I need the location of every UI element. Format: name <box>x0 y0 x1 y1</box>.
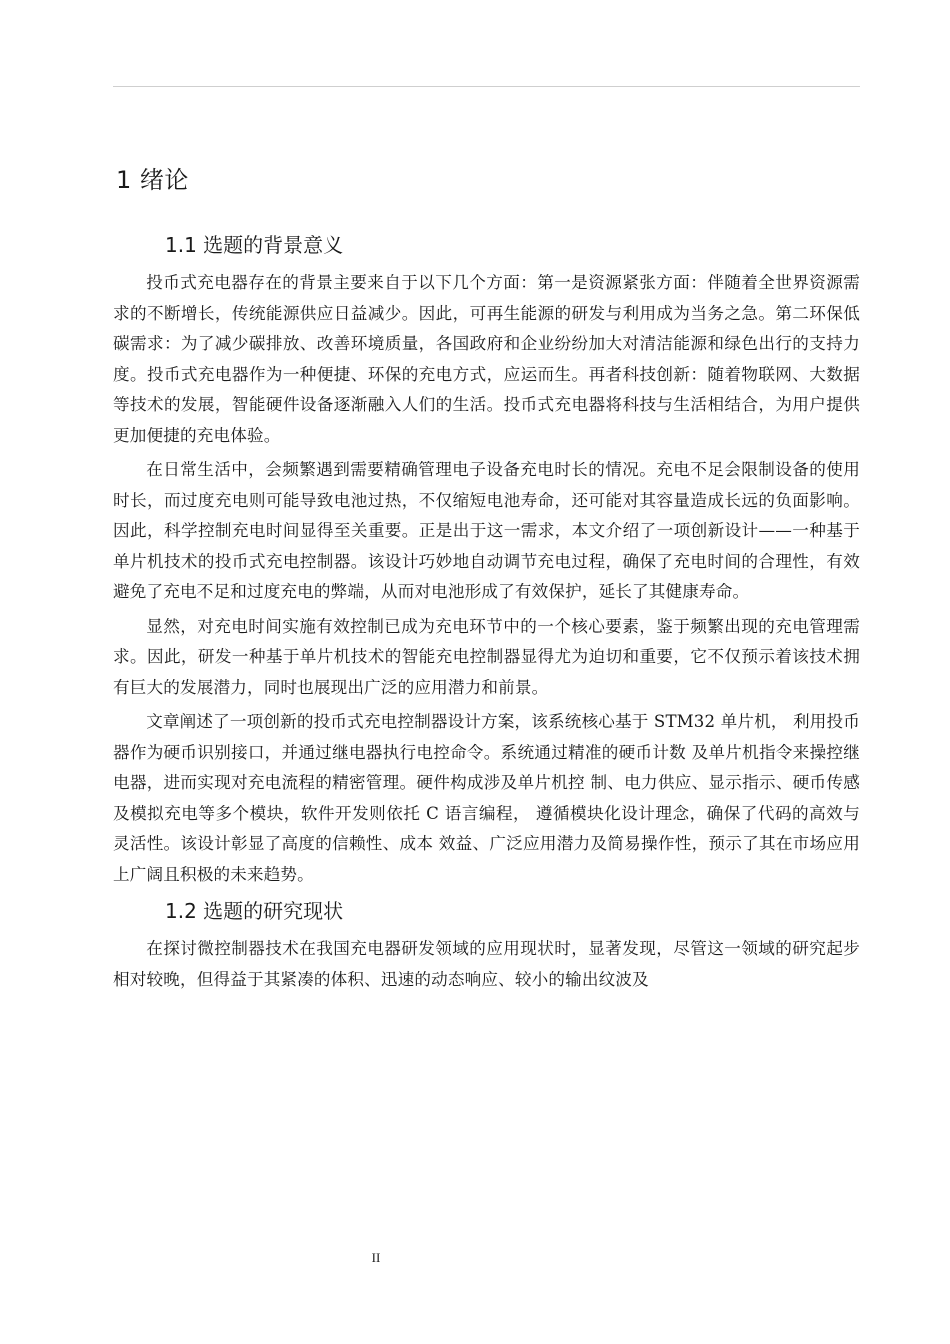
header-rule <box>113 86 860 87</box>
paragraph: 在探讨微控制器技术在我国充电器研发领域的应用现状时，显著发现，尽管这一领域的研究起步相对较晚，但得益于其紧凑的体积、迅速的动态响应、较小的输出纹波及 <box>113 939 860 989</box>
paragraph: 在日常生活中，会频繁遇到需要精确管理电子设备充电时长的情况。充电不足会限制设备的使用时长，而过度充电则可能导致电池过热，不仅缩短电池寿命，还可能对其容量造成长远的负面影响。因此，科学控制充电时间显得至关重要。正是出于这一需求，本文介绍了一项创新设计——一种基于单片机技术的投币式充电控制器。该设计巧妙地自动调节充电过程，确保了充电时间的合理性，有效避免了充电不足和过度充电的弊端，从而对电池形成了有效保护，延长了其健康寿命。 <box>113 460 860 601</box>
paragraph: 显然，对充电时间实施有效控制已成为充电环节中的一个核心要素，鉴于频繁出现的充电管理需求。因此，研发一种基于单片机技术的智能充电控制器显得尤为迫切和重要，它不仅预示着该技术拥有巨大的发展潜力，同时也展现出广泛的应用潜力和前景。 <box>113 616 860 697</box>
section-title-1-2: 1.2 选题的研究现状 <box>165 899 344 923</box>
section-title-1-1: 1.1 选题的背景意义 <box>165 233 344 257</box>
chapter-title: 1 绪论 <box>116 166 189 194</box>
page-body <box>113 160 860 999</box>
page-number: II <box>371 1250 381 1265</box>
paragraph: 投币式充电器存在的背景主要来自于以下几个方面：第一是资源紧张方面：伴随着全世界资源需求的不断增长，传统能源供应日益减少。因此，可再生能源的研发与利用成为当务之急。第二环保低碳需求：为了减少碳排放、改善环境质量，各国政府和企业纷纷加大对清洁能源和绿色出行的支持力度。投币式充电器作为一种便捷、环保的充电方式，应运而生。再者科技创新：随着物联网、大数据等技术的发展，智能硬件设备逐渐融入人们的生活。投币式充电器将科技与生活相结合，为用户提供更加便捷的充电体验。 <box>113 273 860 445</box>
paragraph: 文章阐述了一项创新的投币式充电控制器设计方案，该系统核心基于 STM32 单片机， 利用投币器作为硬币识别接口，并通过继电器执行电控命令。系统通过精准的硬币计数 及单片机指令来操控继电器，进而实现对充电流程的精密管理。硬件构成涉及单片机控 制、电力供应、显示指示、硬币传感及模拟充电等多个模块，软件开发则依托 C 语言编程， 遵循模块化设计理念，确保了代码的高效与灵活性。该设计彰显了高度的信赖性、成本 效益、广泛应用潜力及简易操作性，预示了其在市场应用上广阔且积极的未来趋势。 <box>113 712 861 884</box>
